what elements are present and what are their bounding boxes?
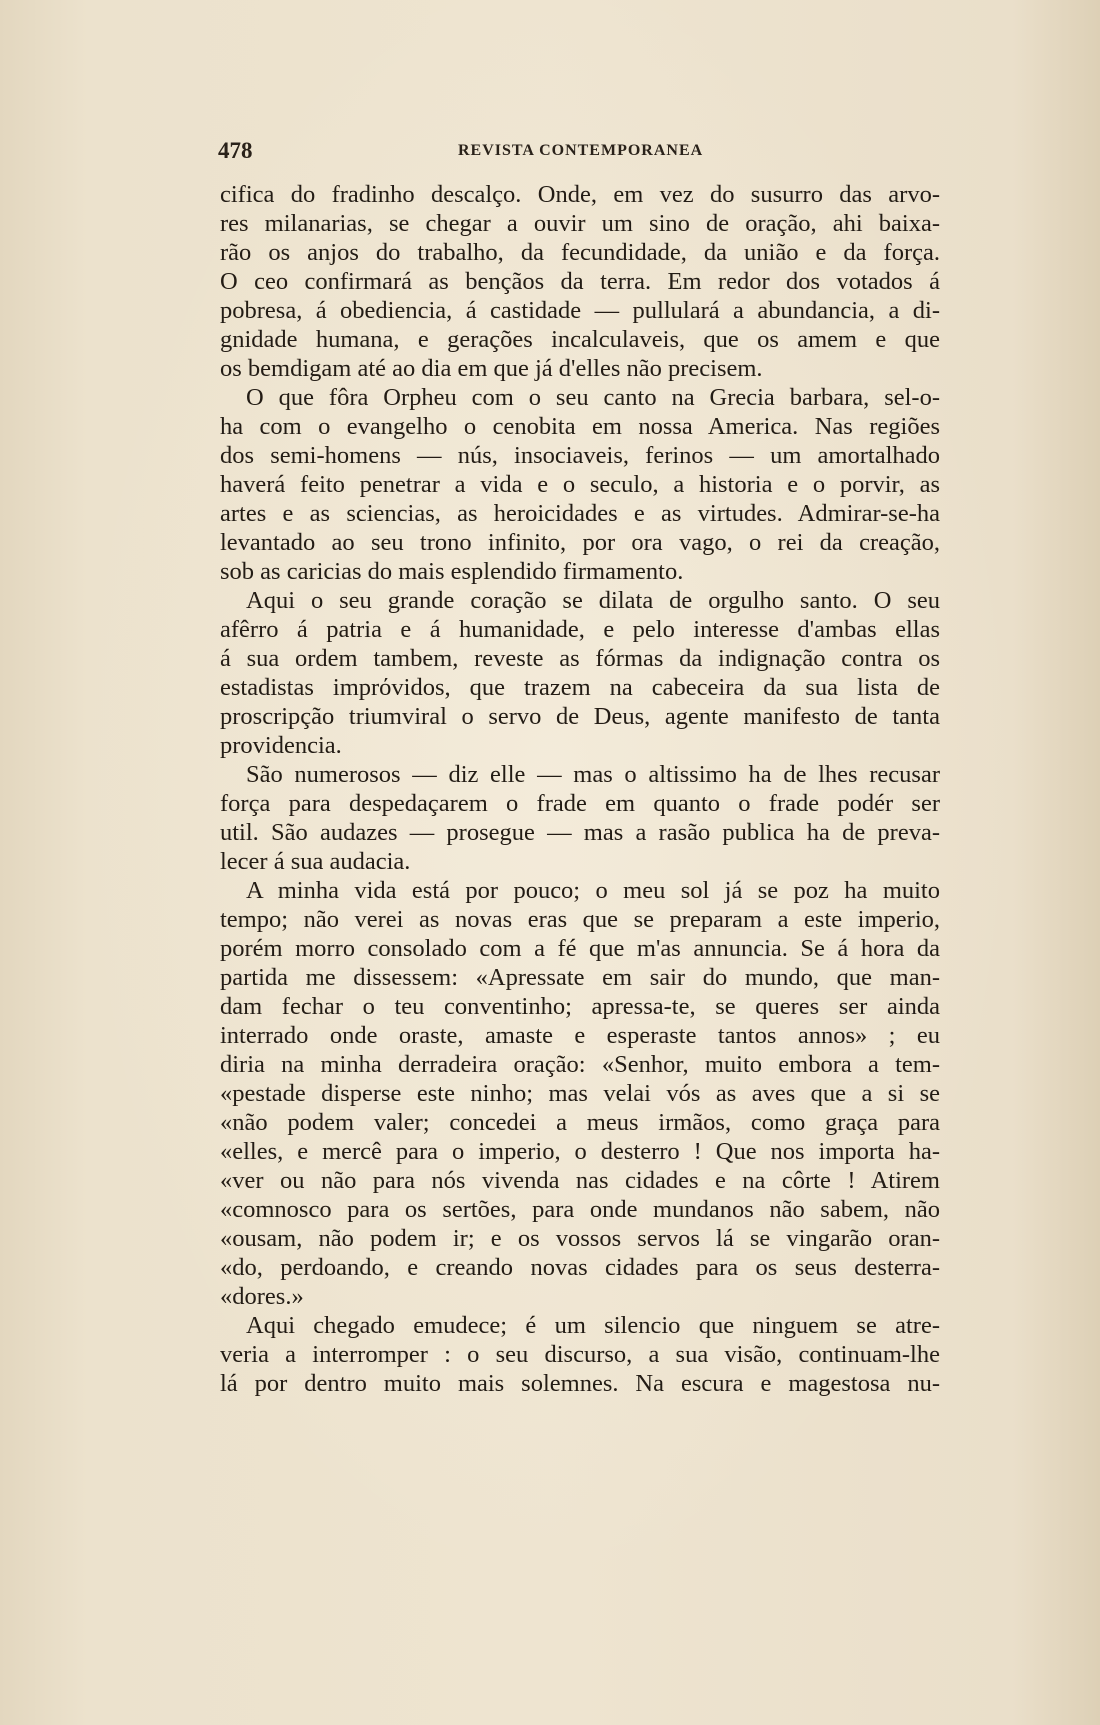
- text-line: haverá feito penetrar a vida e o seculo, a historia e o porvir, as: [220, 471, 940, 498]
- text-line: levantado ao seu trono infinito, por ora vago, o rei da creação,: [220, 529, 940, 556]
- text-line: afêrro á patria e á humanidade, e pelo interesse d'ambas ellas: [220, 616, 940, 643]
- text-line: porém morro consolado com a fé que m'as annuncia. Se á hora da: [220, 935, 940, 962]
- text-line: ha com o evangelho o cenobita em nossa America. Nas regiões: [220, 413, 940, 440]
- text-line: «elles, e mercê para o imperio, o desterro ! Que nos importa ha-: [220, 1138, 940, 1165]
- text-line: tempo; não verei as novas eras que se preparam a este imperio,: [220, 906, 940, 933]
- text-line: estadistas imprόvidos, que trazem na cabeceira da sua lista de: [220, 674, 940, 701]
- text-line: artes e as sciencias, as heroicidades e as virtudes. Admirar-se-ha: [220, 500, 940, 527]
- text-line: «comnosco para os sertões, para onde mundanos não sabem, não: [220, 1196, 940, 1223]
- text-line: interrado onde oraste, amaste e esperaste tantos annos» ; eu: [220, 1022, 940, 1049]
- text-line: Aqui o seu grande coração se dilata de orgulho santo. O seu: [246, 587, 940, 614]
- text-line: util. São audazes — prosegue — mas a rasão publica ha de preva-: [220, 819, 940, 846]
- text-line: «ver ou não para nós vivenda nas cidades e na côrte ! Atirem: [220, 1167, 940, 1194]
- text-line: rão os anjos do trabalho, da fecundidade, da união e da força.: [220, 239, 940, 266]
- text-line: «dores.»: [220, 1283, 304, 1310]
- text-line: força para despedaçarem o frade em quanto o frade podér ser: [220, 790, 940, 817]
- text-line: os bemdigam até ao dia em que já d'elles não precisem.: [220, 355, 763, 382]
- text-line: proscripção triumviral o servo de Deus, agente manifesto de tanta: [220, 703, 940, 730]
- text-line: providencia.: [220, 732, 342, 759]
- running-title: REVISTA CONTEMPORANEA: [458, 142, 704, 159]
- text-line: cifica do fradinho descalço. Onde, em vez do susurro das arvo-: [220, 181, 940, 208]
- paragraph: [220, 383, 940, 586]
- text-line: São numerosos — diz elle — mas o altissimo ha de lhes recusar: [246, 761, 940, 788]
- text-line: «pestade disperse este ninho; mas velai vós as aves que a si se: [220, 1080, 940, 1107]
- page-number: 478: [218, 138, 253, 163]
- text-line: lecer á sua audacia.: [220, 848, 411, 875]
- text-line: A minha vida está por pouco; o meu sol já se poz ha muito: [246, 877, 940, 904]
- text-line: O ceo confirmará as bençãos da terra. Em redor dos votados á: [220, 268, 940, 295]
- paragraph: [220, 1311, 940, 1398]
- text-line: sob as caricias do mais esplendido firmamento.: [220, 558, 684, 585]
- text-line: Aqui chegado emudece; é um silencio que ninguem se atre-: [246, 1312, 940, 1339]
- text-line: diria na minha derradeira oração: «Senhor, muito embora a tem-: [220, 1051, 940, 1078]
- text-line: á sua ordem tambem, reveste as fórmas da indignação contra os: [220, 645, 940, 672]
- text-line: «do, perdoando, e creando novas cidades para os seus desterra-: [220, 1254, 940, 1281]
- text-line: veria a interromper : o seu discurso, a sua visão, continuam-lhe: [220, 1341, 940, 1368]
- text-line: pobresa, á obediencia, á castidade — pullulará a abundancia, a di-: [220, 297, 940, 324]
- text-line: res milanarias, se chegar a ouvir um sino de oração, ahi baixa-: [220, 210, 940, 237]
- paragraph: [220, 876, 940, 1311]
- text-line: dos semi-homens — nús, insociaveis, ferinos — um amortalhado: [220, 442, 940, 469]
- page-header: [218, 138, 942, 166]
- text-line: dam fechar o teu conventinho; apressa-te, se queres ser ainda: [220, 993, 940, 1020]
- text-line: O que fôra Orpheu com o seu canto na Grecia barbara, sel-o-: [246, 384, 940, 411]
- paragraph: [220, 586, 940, 760]
- text-line: partida me dissessem: «Apressate em sair do mundo, que man-: [220, 964, 940, 991]
- text-line: «ousam, não podem ir; e os vossos servos lá se vingarão oran-: [220, 1225, 940, 1252]
- paragraph: [220, 180, 940, 383]
- text-line: «não podem valer; concedei a meus irmãos, como graça para: [220, 1109, 940, 1136]
- text-line: gnidade humana, e gerações incalculaveis, que os amem e que: [220, 326, 940, 353]
- body-text: [220, 180, 940, 1398]
- text-line: lá por dentro muito mais solemnes. Na escura e magestosa nu-: [220, 1370, 940, 1397]
- paragraph: [220, 760, 940, 876]
